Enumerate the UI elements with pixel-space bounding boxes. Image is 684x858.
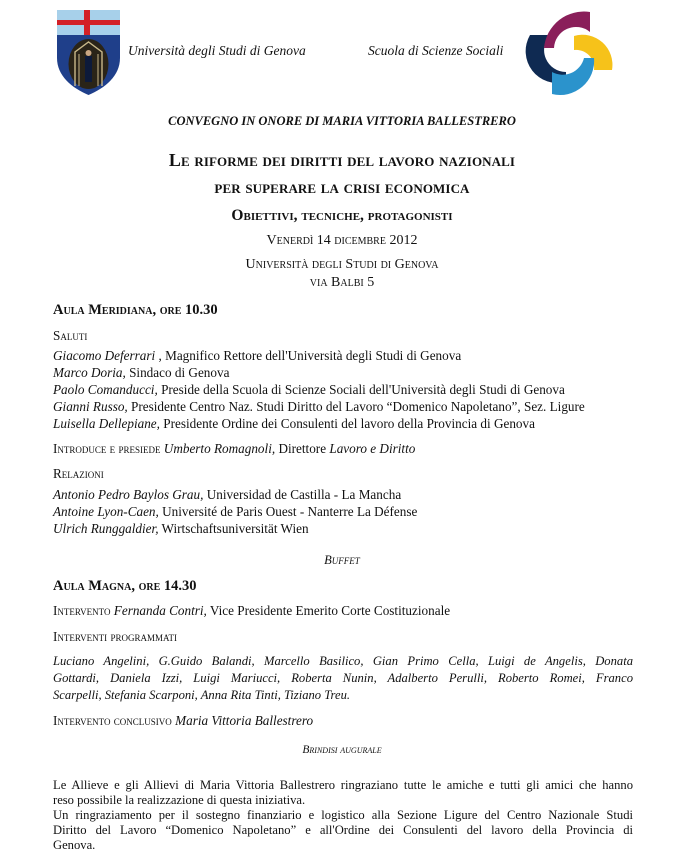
speaker-name: Paolo Comanducci,: [53, 382, 158, 397]
saluti-label: Saluti: [53, 328, 88, 343]
event-title-line-2: per superare la crisi economica: [214, 177, 470, 197]
closing-toast: Brindisi augurale: [302, 744, 382, 756]
programmati-line: Gottardi, Daniela Izzi, Luigi Mariucci, Roberta Nunin, Adalberto Perulli, Roberto Romei, Franco: [53, 671, 633, 685]
speaker-name: Fernanda Contri,: [113, 603, 207, 618]
speaker-role: Presidente Centro Naz. Studi Diritto del Lavoro “Domenico Napoletano”, Sez. Ligure: [127, 399, 585, 414]
speaker-name: Marco Doria,: [53, 365, 126, 380]
buffet-break: Buffet: [324, 553, 360, 567]
speaker-role: Preside della Scuola di Scienze Sociali dell'Università degli Studi di Genova: [157, 382, 565, 397]
saluti-item: [53, 399, 585, 415]
thanks-line: reso possibile la realizzazione di questa iniziativa.: [53, 793, 306, 807]
programmati-list: [53, 654, 633, 705]
speaker-name: Maria Vittoria Ballestrero: [175, 713, 314, 728]
saluti-item: [53, 382, 565, 398]
university-shield-icon: [55, 8, 122, 96]
speaker-name: Gianni Russo,: [53, 399, 128, 414]
morning-session-heading: Aula Meridiana, ore 10.30: [53, 302, 218, 318]
school-logo-icon: [522, 10, 614, 96]
thanks-paragraph-1: [53, 778, 633, 808]
relazioni-label: Relazioni: [53, 466, 104, 481]
thanks-line: Le Allieve e gli Allievi di Maria Vittoria Ballestrero ringraziano tutte le amiche e tutti gli amici che hanno: [53, 778, 633, 792]
thanks-line: Diritto del Lavoro “Domenico Napoletano” e all'Ordine dei Consulenti del lavoro della Provincia di: [53, 823, 633, 837]
speaker-role: Presidente Ordine dei Consulenti del lavoro della Provincia di Genova: [159, 416, 535, 431]
speaker-role: , Magnifico Rettore dell'Università degli Studi di Genova: [155, 348, 462, 363]
speaker-name: Luisella Dellepiane,: [53, 416, 160, 431]
journal-name: Lavoro e Diritto: [329, 441, 416, 456]
speaker-name: Ulrich Runggaldier,: [53, 521, 159, 536]
speaker-name: Antonio Pedro Baylos Grau,: [53, 487, 204, 502]
conclusivo-label: Intervento conclusivo: [53, 713, 172, 728]
speaker-name: Antoine Lyon-Caen,: [53, 504, 159, 519]
chair-role: Direttore: [275, 441, 330, 456]
relazione-item: [53, 487, 401, 503]
speaker-affiliation: Universidad de Castilla - La Mancha: [203, 487, 402, 502]
conclusivo-line: [53, 713, 313, 729]
afternoon-session-heading: Aula Magna, ore 14.30: [53, 578, 197, 594]
relazione-item: [53, 504, 417, 520]
programmati-line: Luciano Angelini, G.Guido Balandi, Marcello Basilico, Gian Primo Cella, Luigi de Angelis, Donata: [53, 654, 633, 668]
speaker-role: Vice Presidente Emerito Corte Costituzionale: [206, 603, 451, 618]
letterhead: [0, 0, 684, 110]
school-name: Scuola di Scienze Sociali: [368, 43, 504, 58]
speaker-affiliation: Wirtschaftsuniversität Wien: [158, 521, 309, 536]
event-subtitle: Obiettivi, tecniche, protagonisti: [231, 207, 453, 224]
university-name: Università degli Studi di Genova: [128, 43, 306, 58]
event-date: Venerdì 14 dicembre 2012: [266, 233, 418, 248]
event-title-line-1: Le riforme dei diritti del lavoro nazionali: [168, 150, 516, 170]
intervento-label: Intervento: [53, 603, 111, 618]
thanks-line: Genova.: [53, 838, 96, 852]
programmati-label: Interventi programmati: [53, 629, 177, 644]
event-address: via Balbi 5: [309, 275, 375, 290]
event-kicker: CONVEGNO IN ONORE DI MARIA VITTORIA BALLESTRERO: [168, 114, 516, 128]
saluti-item: [53, 348, 461, 364]
introduce-line: [53, 441, 415, 457]
programmati-line: Scarpelli, Stefania Scarponi, Anna Rita Tinti, Tiziano Treu.: [53, 688, 351, 702]
speaker-affiliation: Université de Paris Ouest - Nanterre La Défense: [158, 504, 418, 519]
intervento-line: [53, 603, 450, 619]
thanks-line: Un ringraziamento per il sostegno finanziario e logistico alla Sezione Ligure del Centro Nazionale Studi: [53, 808, 633, 822]
speaker-name: Giacomo Deferrari: [53, 348, 156, 363]
event-venue: Università degli Studi di Genova: [245, 257, 439, 272]
thanks-paragraph-2: [53, 808, 633, 853]
saluti-item: [53, 365, 229, 381]
speaker-role: Sindaco di Genova: [125, 365, 230, 380]
introduce-label: Introduce e presiede: [53, 441, 161, 456]
chair-name: Umberto Romagnoli,: [163, 441, 276, 456]
relazione-item: [53, 521, 309, 537]
saluti-item: [53, 416, 535, 432]
